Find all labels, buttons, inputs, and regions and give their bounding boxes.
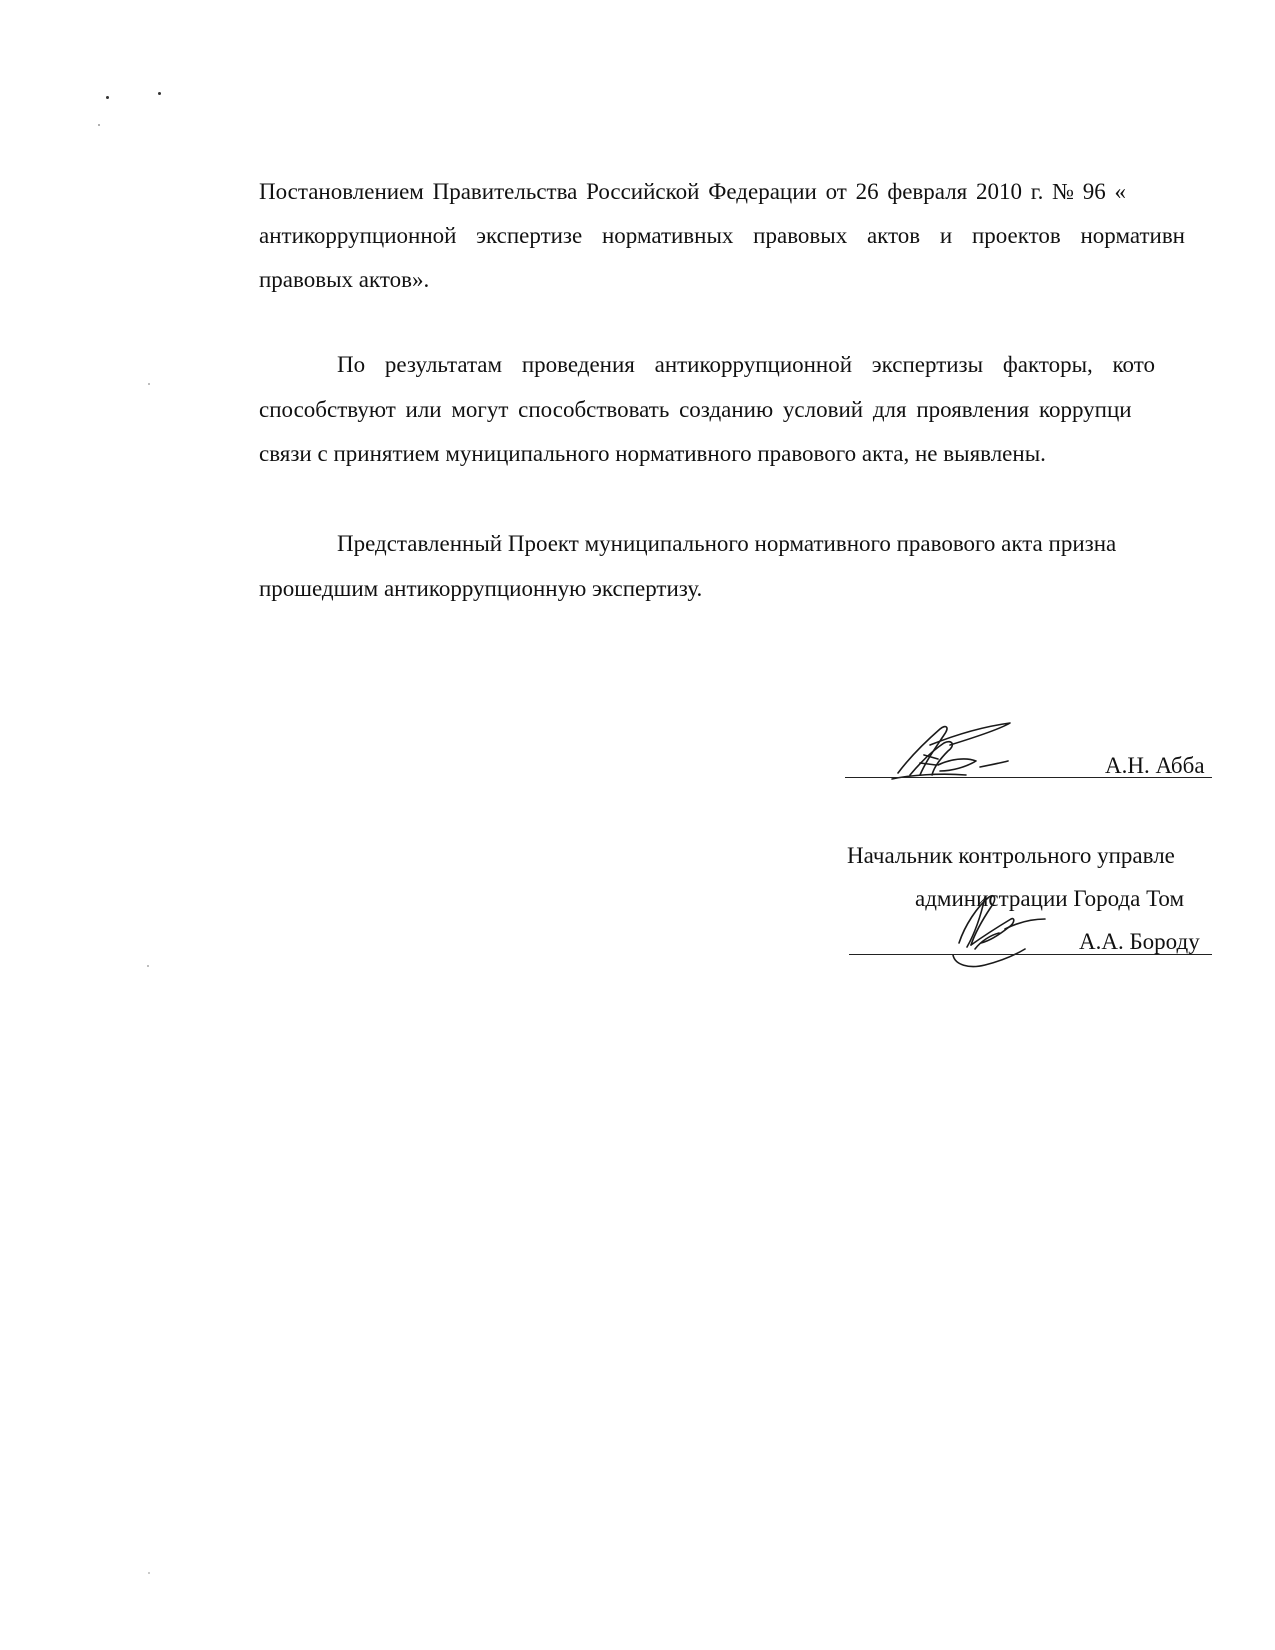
body-text-line: Постановлением Правительства Российской Федерации от 26 февраля 2010 г. № 96 «: [259, 179, 1127, 204]
scan-speck: [147, 965, 149, 967]
body-text-line: прошедшим антикоррупционную экспертизу.: [259, 576, 703, 601]
body-text-line: антикоррупционной экспертизе нормативных правовых актов и проектов нормативн: [259, 223, 1185, 248]
scan-speck: [98, 124, 100, 126]
signatory-name: А.Н. Абба: [1105, 753, 1205, 778]
scan-speck: [158, 92, 161, 95]
body-text-line: способствуют или могут способствовать созданию условий для проявления коррупци: [259, 397, 1132, 422]
handwritten-signature: [945, 885, 1055, 970]
body-text-line: связи с принятием муниципального нормативного правового акта, не выявлены.: [259, 441, 1046, 466]
scan-speck: [148, 383, 150, 385]
body-text-line: По результатам проведения антикоррупционной экспертизы факторы, кото: [337, 352, 1155, 377]
scan-speck: [148, 1572, 150, 1574]
handwritten-signature: [880, 715, 1020, 785]
page-edge-margin: [1212, 0, 1275, 1650]
scan-speck: [106, 96, 109, 99]
signatory-position: Начальник контрольного управле: [847, 843, 1175, 868]
signatory-organization: администрации Города Том: [915, 886, 1185, 911]
signatory-name: А.А. Бороду: [1079, 929, 1200, 954]
body-text-line: правовых актов».: [259, 267, 430, 292]
body-text-line: Представленный Проект муниципального нормативного правового акта призна: [337, 531, 1117, 556]
